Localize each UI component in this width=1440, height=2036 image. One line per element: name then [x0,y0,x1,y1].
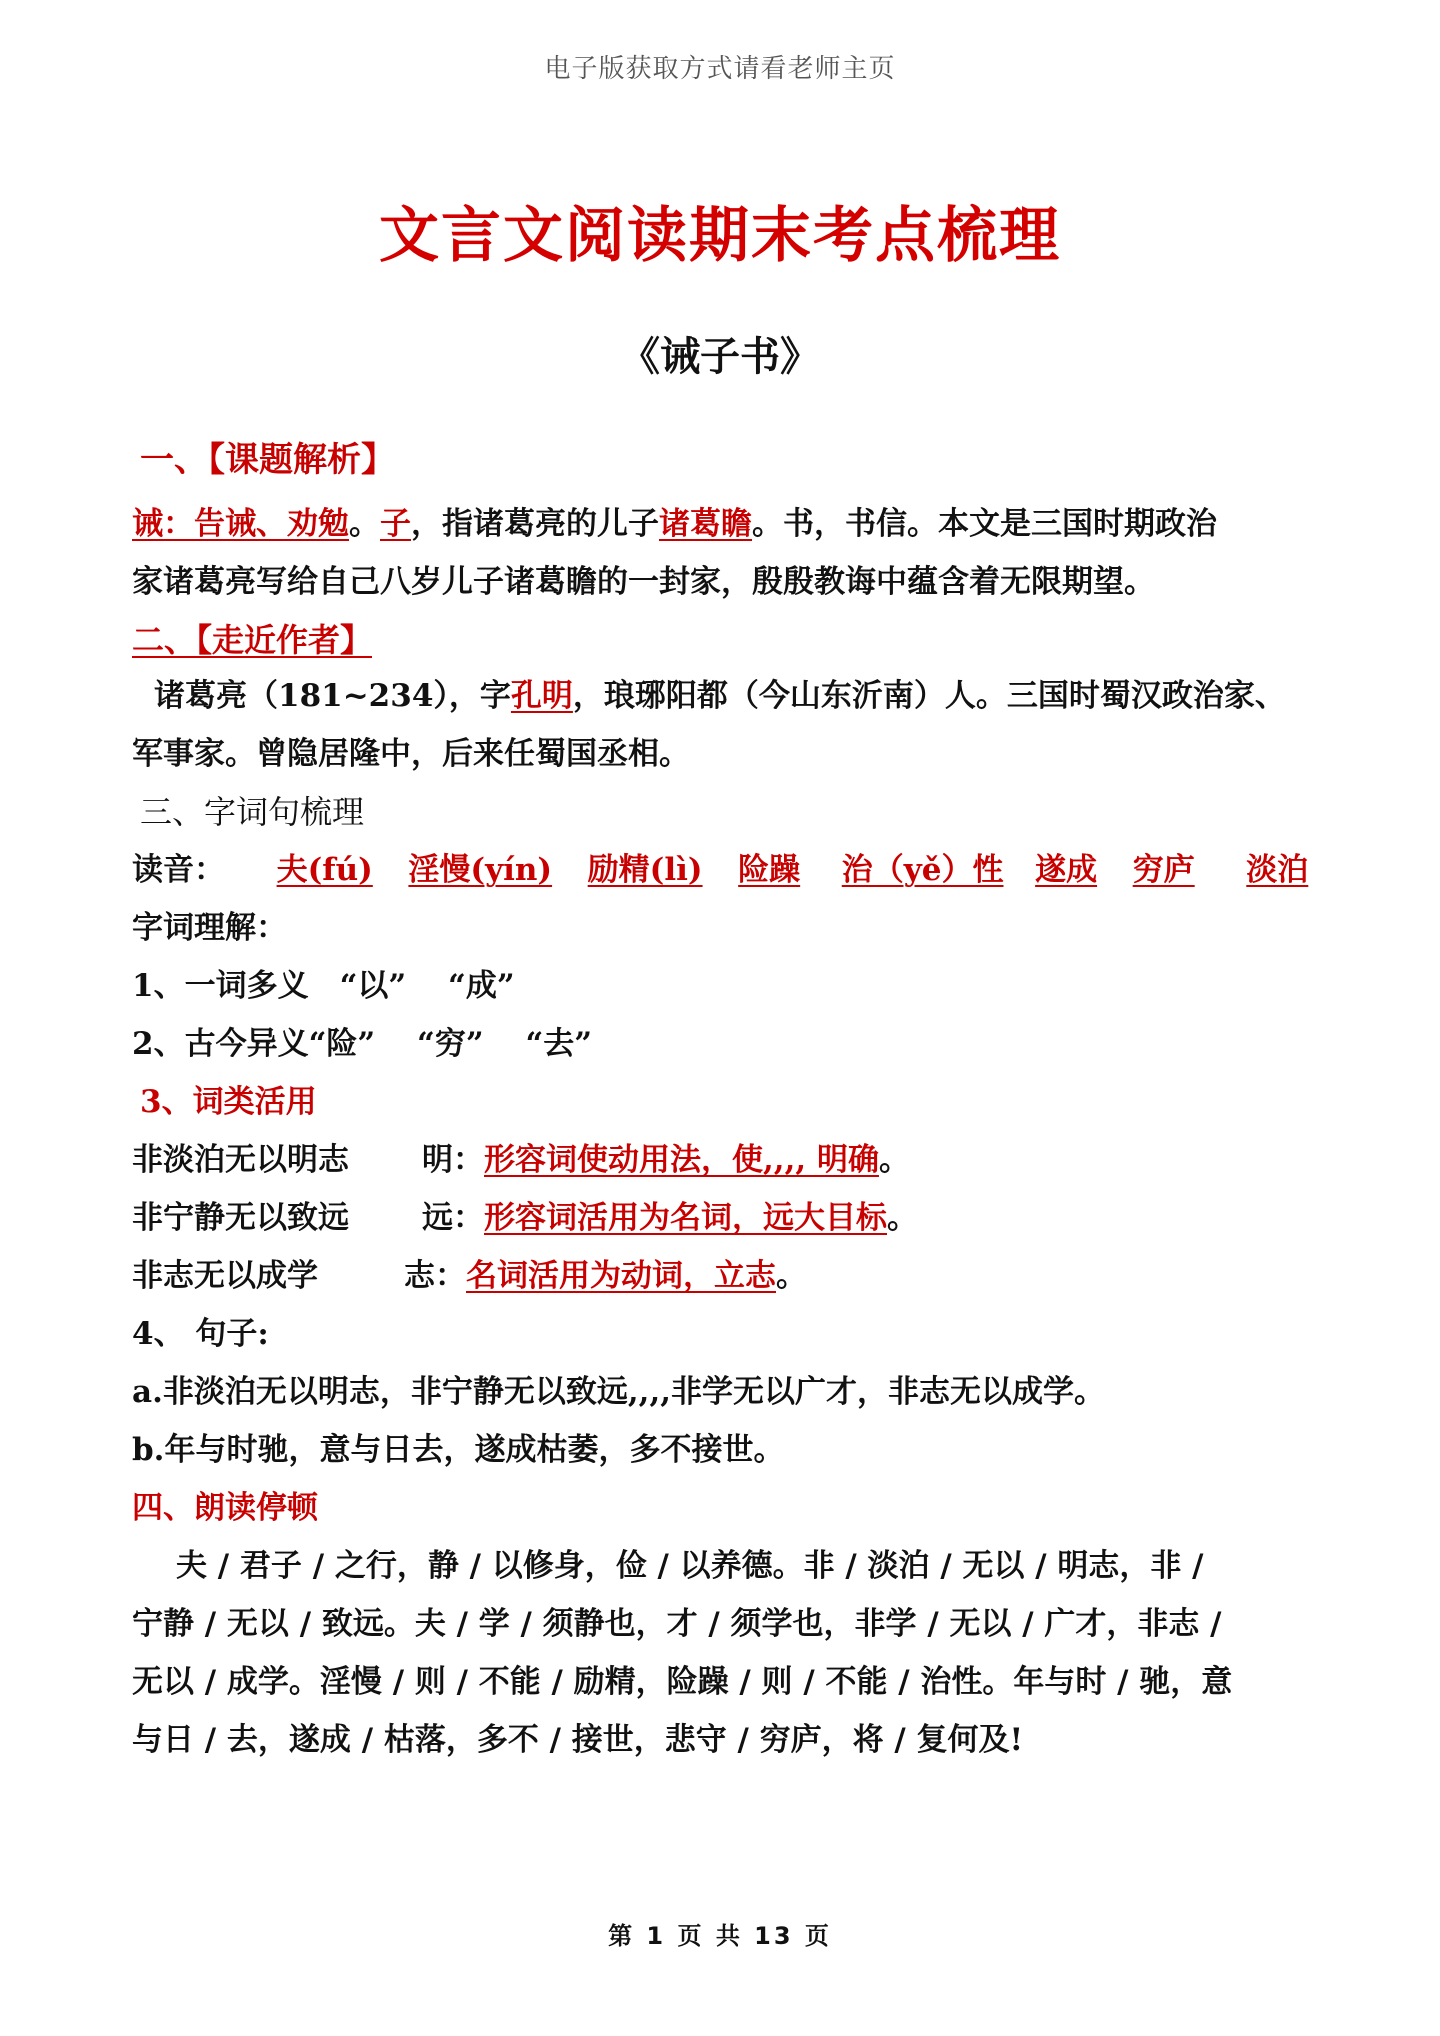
usage-sentence: 非淡泊无以明志 [132,1142,349,1178]
term-zi: 子 [380,506,411,542]
section2-line2: 军事家。曾隐居隆中，后来任蜀国丞相。 [132,736,690,772]
document-body [132,432,1332,1770]
usage-sentence: 非志无以成学 [132,1258,318,1294]
reading-item: 励精(lì) [587,852,703,888]
section2-heading-text: 二、【走近作者】 [132,621,373,659]
pause-line: 宁静 / 无以 / 致远。夫 / 学 / 须静也，才 / 须学也，非学 / 无以 / 广才，非志 / [132,1606,1222,1642]
term-jie: 诫：告诫、劝勉 [132,506,349,542]
sentence-b: b.年与时驰，意与日去，遂成枯萎，多不接世。 [132,1432,785,1468]
understanding-label: 字词理解： [132,910,287,946]
page-number: 第 1 页 共 13 页 [608,1922,832,1950]
sentence-a: a.非淡泊无以明志，非宁静无以致远,,,,非学无以广才，非志无以成学。 [132,1374,1106,1410]
section1-heading: 一、【课题解析】 [140,440,395,480]
usage-word: 明： [422,1142,484,1178]
usage-word: 志： [404,1258,466,1294]
usage-explain: 形容词活用为名词，远大目标 [484,1200,887,1236]
reading-item: 淡泊 [1246,852,1309,888]
section1-line2: 家诸葛亮写给自己八岁儿子诸葛瞻的一封家，殷殷教诲中蕴含着无限期望。 [132,564,1155,600]
section1-line1 [132,496,1332,554]
page-title: 文言文阅读期末考点梳理 [379,201,1061,271]
section2-heading [132,612,1332,668]
usage-sentence: 非宁静无以致远 [132,1200,349,1236]
reading-item: 治（yě）性 [841,852,1004,888]
item-ancient-modern: 2、古今异义“险” “穷” “去” [132,1026,593,1062]
page-subtitle: 《诫子书》 [620,334,820,380]
usage-end: 。 [887,1200,918,1236]
reading-item: 淫慢(yín) [408,852,553,888]
term-kongming: 孔明 [510,678,573,714]
text: 诸葛亮（181~234），字 [154,678,511,714]
section3-heading: 三、字词句梳理 [140,793,365,831]
text: 。书，书信。本文是三国时期政治 [752,506,1217,542]
text: ，指诸葛亮的儿子 [411,506,659,542]
header-note: 电子版获取方式请看老师主页 [544,54,896,84]
reading-line [132,842,1332,900]
usage-end: 。 [878,1142,910,1178]
reading-label: 读音： [132,852,225,888]
text: ，琅琊阳都（今山东沂南）人。三国时蜀汉政治家、 [572,678,1286,714]
section4-heading: 四、朗读停顿 [132,1490,318,1526]
item-sentences-heading: 4、 句子: [132,1316,269,1352]
usage-row [132,1132,1332,1190]
item-word-class-heading: 3、词类活用 [140,1084,317,1120]
usage-row [132,1190,1332,1248]
term-zhuge-zhan: 诸葛瞻 [659,506,752,542]
item-polysemy: 1、一词多义 “以” “成” [132,968,515,1004]
pause-line: 与日 / 去，遂成 / 枯落，多不 / 接世，悲守 / 穷庐，将 / 复何及! [132,1722,1024,1758]
section2-line1 [132,668,1332,726]
reading-item: 险躁 [738,852,801,888]
usage-word: 远： [422,1200,484,1236]
reading-item: 穷庐 [1132,852,1195,888]
usage-explain: 形容词使动用法，使,,,, 明确 [484,1142,879,1178]
pause-line: 夫 / 君子 / 之行，静 / 以修身，俭 / 以养德。非 / 淡泊 / 无以 / 明志，非 / [176,1548,1204,1584]
usage-explain: 名词活用为动词，立志 [466,1258,776,1294]
usage-row [132,1248,1332,1306]
reading-item: 遂成 [1035,852,1098,888]
text: 。 [349,506,380,542]
reading-item: 夫(fú) [276,852,373,888]
pause-line: 无以 / 成学。淫慢 / 则 / 不能 / 励精，险躁 / 则 / 不能 / 治性。年与时 / 驰，意 [132,1664,1233,1700]
usage-end: 。 [776,1258,807,1294]
